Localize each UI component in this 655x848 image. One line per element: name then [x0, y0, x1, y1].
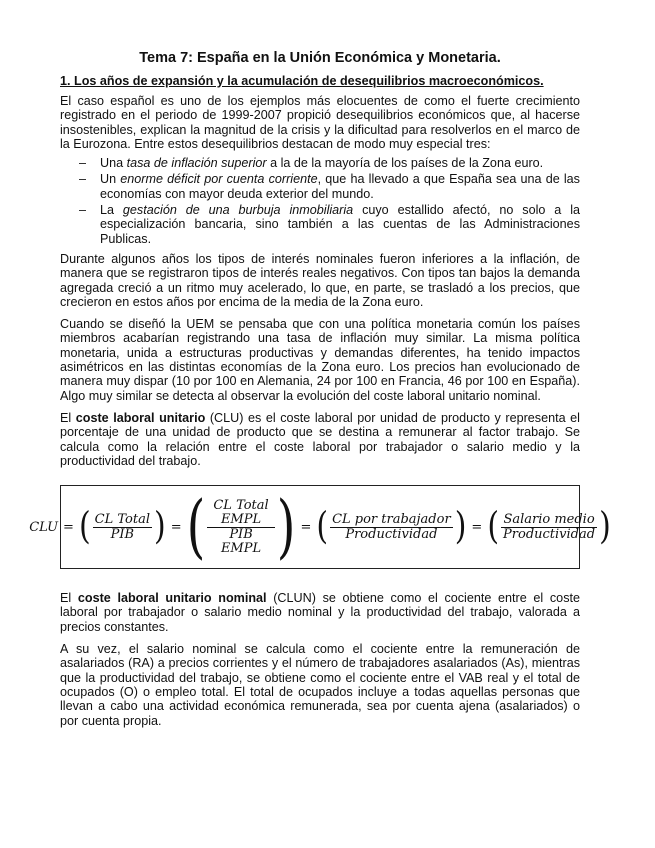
paragraph-salario-nominal: A su vez, el salario nominal se calcula como el cociente entre la remuneración de asalariados (RA) a precios corrientes y el número de trabajadores asalariados (As), mientras que la productividad del trabajo, se obtiene como el cociente entre el VAB real y el total de ocupados (O) o empleo total. El total de ocupados incluye a todas aquellas personas que llevan a cabo una actividad económica remunerada, sea por cuenta ajena (asalariados) o por cuenta propia. — [60, 642, 580, 728]
bullet-list — [60, 156, 580, 246]
fraction-salario-medio: $\frac{\text{Salario medio}}{\text{Productividad}}$ — [503, 511, 596, 542]
list-item: – Una tasa de inflación superior a la de la mayoría de los países de la Zona euro. — [60, 156, 580, 170]
fraction-cl-trabajador: $\frac{\text{CL por trabajador}}{\text{Productividad}}$ — [332, 511, 451, 542]
clu-formula: CLU = ( $\frac{\text{CL Total}}{\text{PIB}}$ ) = ( CL Total EMPL PIB EMPL ) = ( $\frac{\text{CL por trabajador}}{\text{Productividad}}$ ) = ( $\frac{\text{Salario medio}}{\text{Productividad}}$ ) — [29, 486, 611, 568]
paragraph-clun-definition: El coste laboral unitario nominal (CLUN) se obtiene como el cociente entre el coste laboral por trabajador o salario medio nominal y la productividad del trabajo, valorada a precios constantes. — [60, 591, 580, 634]
paragraph-clu-definition: El coste laboral unitario (CLU) es el coste laboral por unidad de producto y representa el porcentaje de una unidad de producto que se destina a remunerar al factor trabajo. Se calcula como la relación entre el coste laboral por trabajador o salario medio y la productividad del trabajo. — [60, 410, 580, 468]
fraction-compound: CL Total EMPL PIB EMPL — [207, 499, 274, 556]
fraction-cltotal-pib: $\frac{\text{CL Total}}{\text{PIB}}$ — [94, 511, 150, 542]
list-item: – Un enorme déficit por cuenta corriente, que ha llevado a que España sea una de las economías con mayor deuda exterior del mundo. — [60, 172, 580, 201]
section-heading: 1. Los años de expansión y la acumulación de desequilibrios macroeconómicos. — [60, 74, 544, 88]
document-page — [29, 50, 611, 736]
paragraph-interest-rates: Durante algunos años los tipos de interés nominales fueron inferiores a la inflación, de manera que se registraron tipos de interés reales negativos. Con tipos tan bajos la demanda agregada creció a un ritmo muy acelerado, lo que, en parte, se trasladó a los precios, que crecieron en estos años por encima de la media de la Zona euro. — [60, 251, 580, 309]
formula-lhs: CLU — [29, 519, 59, 535]
list-item: – La gestación de una burbuja inmobiliaria cuyo estallido afectó, no solo a la especialización bancaria, sino también a las cuentas de las Administraciones Publicas. — [60, 203, 580, 246]
paragraph-intro: El caso español es uno de los ejemplos más elocuentes de como el fuerte crecimiento registrado en el periodo de 1999-2007 propició desequilibrios económicos que, al hacerse insostenibles, explican la magnitud de la crisis y la dificultad para resolverlos en el marco de la Eurozona. Entre estos desequilibrios destacan de modo muy especial tres: — [60, 94, 580, 151]
paragraph-uem: Cuando se diseñó la UEM se pensaba que con una política monetaria común los países miembros acabarían registrando una tasa de inflación muy similar. La misma política monetaria, unida a estructuras productivas y demandas diferentes, ha tenido impactos asimétricos en las distintas economías de la Zona euro. Los precios han evolucionado de manera muy dispar (10 por 100 en Alemania, 24 por 100 en Francia, 46 por 100 en España). Algo muy similar se detecta al observar la evolución del coste laboral unitario nominal. — [60, 317, 580, 403]
document-title: Tema 7: España en la Unión Económica y Monetaria. — [139, 50, 501, 66]
